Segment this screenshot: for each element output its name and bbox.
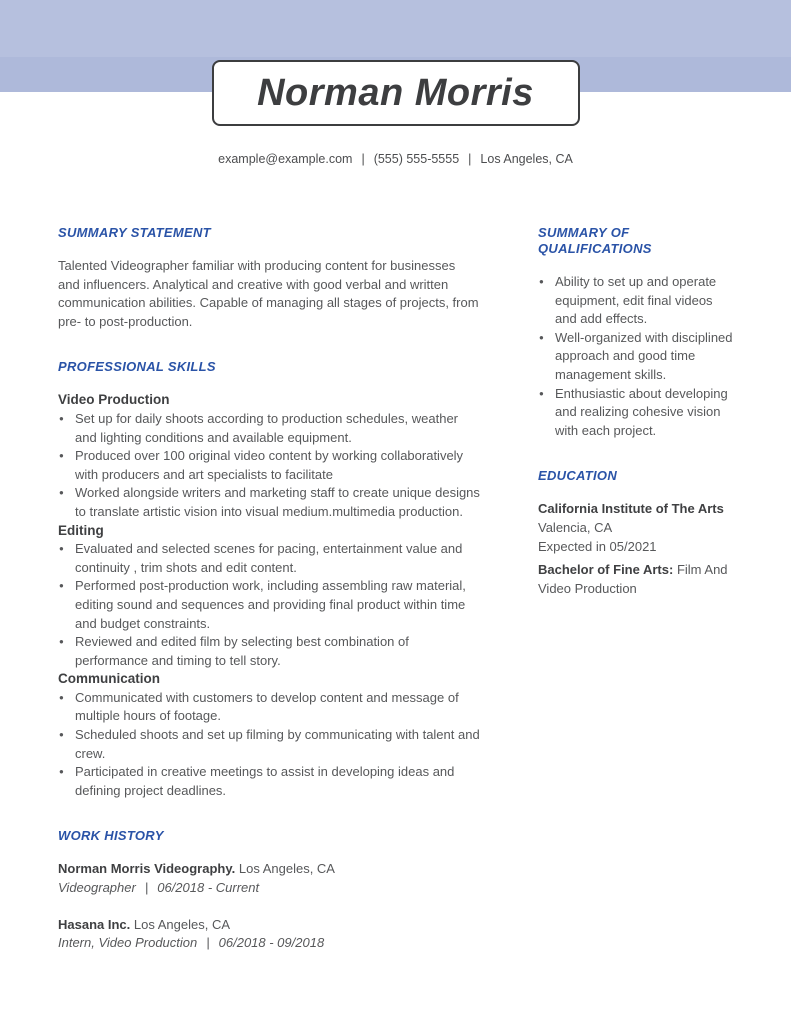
skill-group	[58, 670, 480, 800]
person-name: Norman Morris	[257, 71, 534, 114]
section-qualifications	[538, 225, 733, 440]
section-professional-skills	[58, 359, 480, 800]
skill-bullet-list	[58, 410, 480, 522]
skill-bullet-list	[58, 540, 480, 670]
skill-bullet-item: ● Performed post-production work, including assembling raw material, editing sound and sequences and providing final product within time and budget constraints.	[58, 577, 480, 633]
skills-group-list	[58, 391, 480, 800]
summary-statement-text: Talented Videographer familiar with producing content for businesses and influencers. Analytical and creative with good verbal and written communication abilities. Capable of managing all stages of projects, from pre- to post-production.	[58, 258, 479, 329]
section-education	[538, 468, 733, 598]
education-school: California Institute of The Arts	[538, 501, 724, 517]
education-degree-field: Film And Video Production	[538, 562, 728, 596]
skill-bullet-item: ● Evaluated and selected scenes for pacing, entertainment value and continuity , trim shots and edit content.	[58, 540, 480, 577]
education-location: Valencia, CA	[538, 519, 613, 535]
job-list	[58, 860, 480, 952]
skill-group	[58, 522, 480, 671]
right-column	[538, 225, 733, 981]
contact-phone: (555) 555-5555	[373, 152, 460, 166]
job-entry	[58, 916, 480, 953]
job-separator: |	[144, 880, 149, 896]
name-box	[212, 60, 580, 126]
contact-separator: |	[361, 152, 365, 166]
job-dates: 06/2018 - 09/2018	[218, 935, 325, 951]
education-expected-date: Expected in 05/2021	[538, 538, 657, 554]
job-role-line	[58, 879, 480, 898]
job-role: Intern, Video Production	[58, 935, 198, 951]
skill-bullet-list	[58, 689, 480, 801]
qualification-bullet-item: ● Enthusiastic about developing and realizing cohesive vision with each project.	[538, 385, 733, 441]
job-location: Los Angeles, CA	[133, 916, 231, 932]
section-work-history	[58, 828, 480, 952]
skill-group	[58, 391, 480, 521]
job-location: Los Angeles, CA	[238, 861, 335, 877]
job-entry	[58, 860, 480, 897]
job-company: Hasana Inc.	[58, 916, 131, 932]
job-company-line	[58, 860, 480, 879]
skill-bullet-item: ● Scheduled shoots and set up filming by communicating with talent and crew.	[58, 726, 480, 763]
summary-statement-heading: SUMMARY STATEMENT	[58, 225, 211, 240]
skill-group-title: Editing	[58, 522, 104, 538]
education-degree: Bachelor of Fine Arts:	[538, 562, 674, 578]
left-column	[58, 225, 480, 981]
job-company: Norman Morris Videography.	[58, 861, 236, 877]
contact-line	[0, 152, 791, 166]
qualification-bullet-item: ● Well-organized with disciplined approach and good time management skills.	[538, 329, 733, 385]
job-company-line	[58, 916, 480, 935]
contact-location: Los Angeles, CA	[480, 152, 573, 166]
job-role: Videographer	[58, 880, 136, 896]
content-columns	[58, 225, 733, 981]
professional-skills-heading: PROFESSIONAL SKILLS	[58, 359, 216, 375]
skill-bullet-item: ● Set up for daily shoots according to production schedules, weather and lighting conditions and available equipment.	[58, 410, 480, 447]
skill-group-title: Video Production	[58, 392, 170, 408]
education-heading: EDUCATION	[538, 468, 618, 484]
skill-bullet-item: ● Communicated with customers to develop content and message of multiple hours of footage.	[58, 689, 480, 726]
skill-bullet-item: ● Produced over 100 original video content by working collaboratively with producers and art specialists to facilitate	[58, 447, 480, 484]
section-summary-statement	[58, 225, 480, 331]
skill-bullet-item: ● Reviewed and edited film by selecting best combination of performance and timing to tell story.	[58, 633, 480, 670]
job-role-line	[58, 934, 480, 953]
skill-group-title: Communication	[58, 671, 161, 687]
contact-separator: |	[468, 152, 472, 166]
qualification-bullet-item: ● Ability to set up and operate equipment, edit final videos and add effects.	[538, 273, 733, 329]
contact-email: example@example.com	[218, 152, 353, 166]
qualifications-heading: SUMMARY OF QUALIFICATIONS	[538, 225, 652, 256]
qualifications-bullet-list	[538, 273, 733, 440]
job-separator: |	[206, 935, 210, 951]
job-dates: 06/2018 - Current	[157, 880, 260, 896]
skill-bullet-item: ● Participated in creative meetings to assist in developing ideas and defining project deadlines.	[58, 763, 480, 800]
skill-bullet-item: ● Worked alongside writers and marketing staff to create unique designs to translate artistic vision into visual medium.multimedia production.	[58, 484, 480, 521]
education-degree-line	[538, 561, 733, 598]
work-history-heading: WORK HISTORY	[58, 828, 164, 844]
